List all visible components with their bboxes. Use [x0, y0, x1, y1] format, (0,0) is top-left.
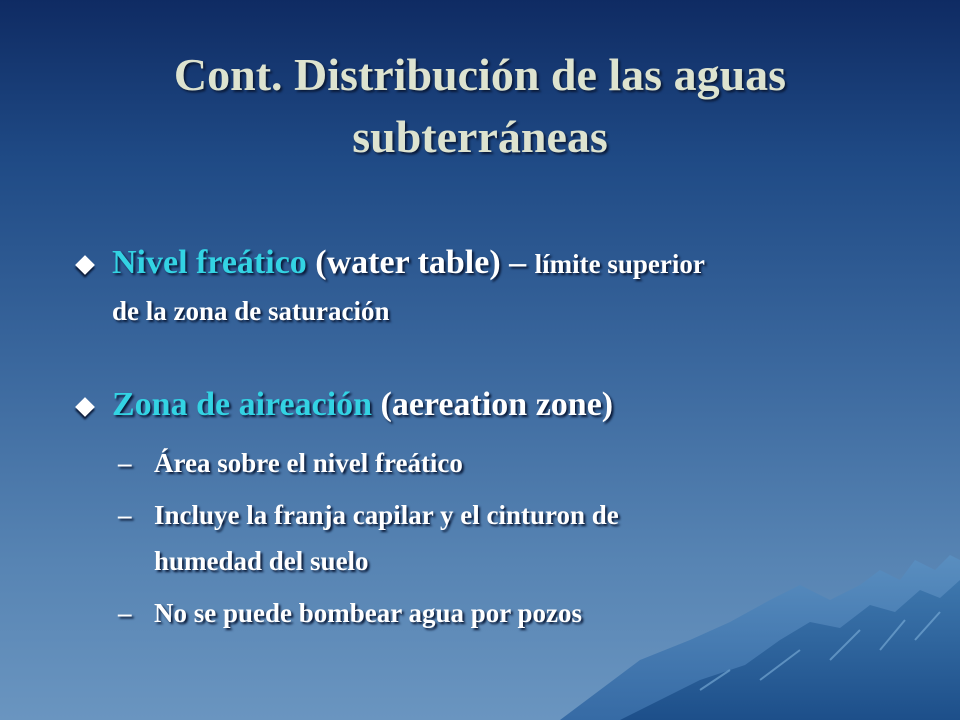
subbullet-text: Área sobre el nivel freático [154, 448, 463, 478]
bullet-line [112, 244, 705, 282]
subbullet-text-continued: humedad del suelo [154, 546, 369, 576]
subbullet-dash: – [118, 448, 132, 478]
title-line-1: Cont. Distribución de las aguas [173, 49, 787, 100]
bullet-line [112, 386, 613, 424]
title-line-2: subterráneas [352, 111, 608, 162]
subbullet-dash: – [118, 598, 132, 628]
subbullet-text: No se puede bombear agua por pozos [154, 598, 583, 628]
bullet-definition: límite superior [534, 249, 705, 279]
bullet-paren: (water table) [306, 244, 510, 281]
bullet-paren: (aereation zone) [372, 386, 614, 423]
subbullet-dash: – [118, 500, 132, 530]
slide-title [40, 44, 920, 168]
bullet-dash: – [509, 244, 535, 281]
bullet-definition-continued: de la zona de saturación [112, 296, 390, 326]
subbullet-text: Incluye la franja capilar y el cinturon de [154, 500, 619, 530]
bullet-term: Zona de aireación [112, 386, 373, 423]
bullet-term: Nivel freático [112, 244, 307, 281]
